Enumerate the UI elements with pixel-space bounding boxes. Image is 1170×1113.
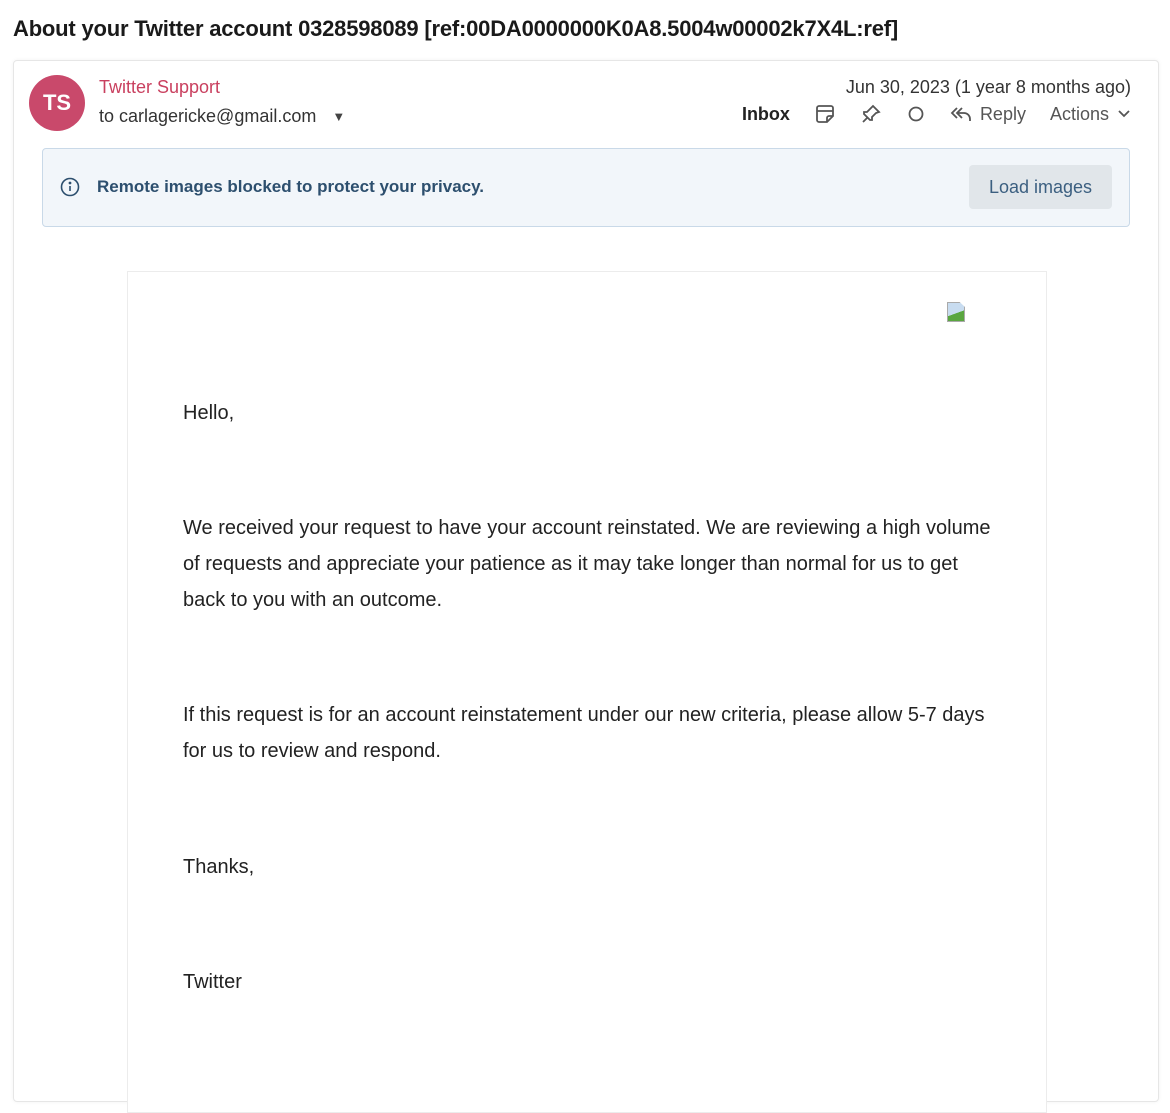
avatar: TS <box>29 75 85 131</box>
pin-icon[interactable] <box>860 103 882 125</box>
closing: Thanks, <box>183 856 255 878</box>
info-icon <box>60 177 80 202</box>
body-paragraph: We received your request to have your account reinstated. We are reviewing a high volume of requests and appreciate your patience as it may take longer than normal for us to get back to you with an outcome. <box>183 517 991 611</box>
greeting: Hello, <box>183 402 235 424</box>
reply-button[interactable] <box>950 104 1026 125</box>
email-subject: About your Twitter account 0328598089 [ref:00DA0000000K0A8.5004w00002k7X4L:ref] <box>13 16 898 41</box>
email-message <box>13 60 1159 1102</box>
actions-menu[interactable] <box>1050 104 1131 125</box>
recipient-dropdown-icon[interactable]: ▼ <box>332 109 346 124</box>
signature: Twitter <box>183 971 242 993</box>
banner-message: Remote images blocked to protect your privacy. <box>97 177 485 196</box>
message-toolbar <box>742 103 1131 125</box>
remote-images-banner <box>42 148 1130 227</box>
email-body <box>127 271 1047 1113</box>
load-images-button[interactable]: Load images <box>969 165 1112 209</box>
mark-unread-icon[interactable] <box>906 104 926 124</box>
chevron-down-icon <box>1117 109 1131 119</box>
recipient-row <box>99 106 345 127</box>
sender-name[interactable]: Twitter Support <box>99 77 221 97</box>
broken-image-icon <box>947 302 965 322</box>
folder-label[interactable]: Inbox <box>741 103 790 124</box>
reply-all-icon <box>950 104 972 124</box>
recipient: to carlagericke@gmail.com <box>99 106 317 126</box>
actions-label: Actions <box>1049 103 1109 124</box>
body-paragraph: If this request is for an account reinstatement under our new criteria, please allow 5-7 days for us to review and respond. <box>183 704 985 762</box>
note-icon[interactable] <box>814 103 836 125</box>
email-date: Jun 30, 2023 (1 year 8 months ago) <box>845 77 1131 97</box>
reply-label: Reply <box>979 103 1026 124</box>
